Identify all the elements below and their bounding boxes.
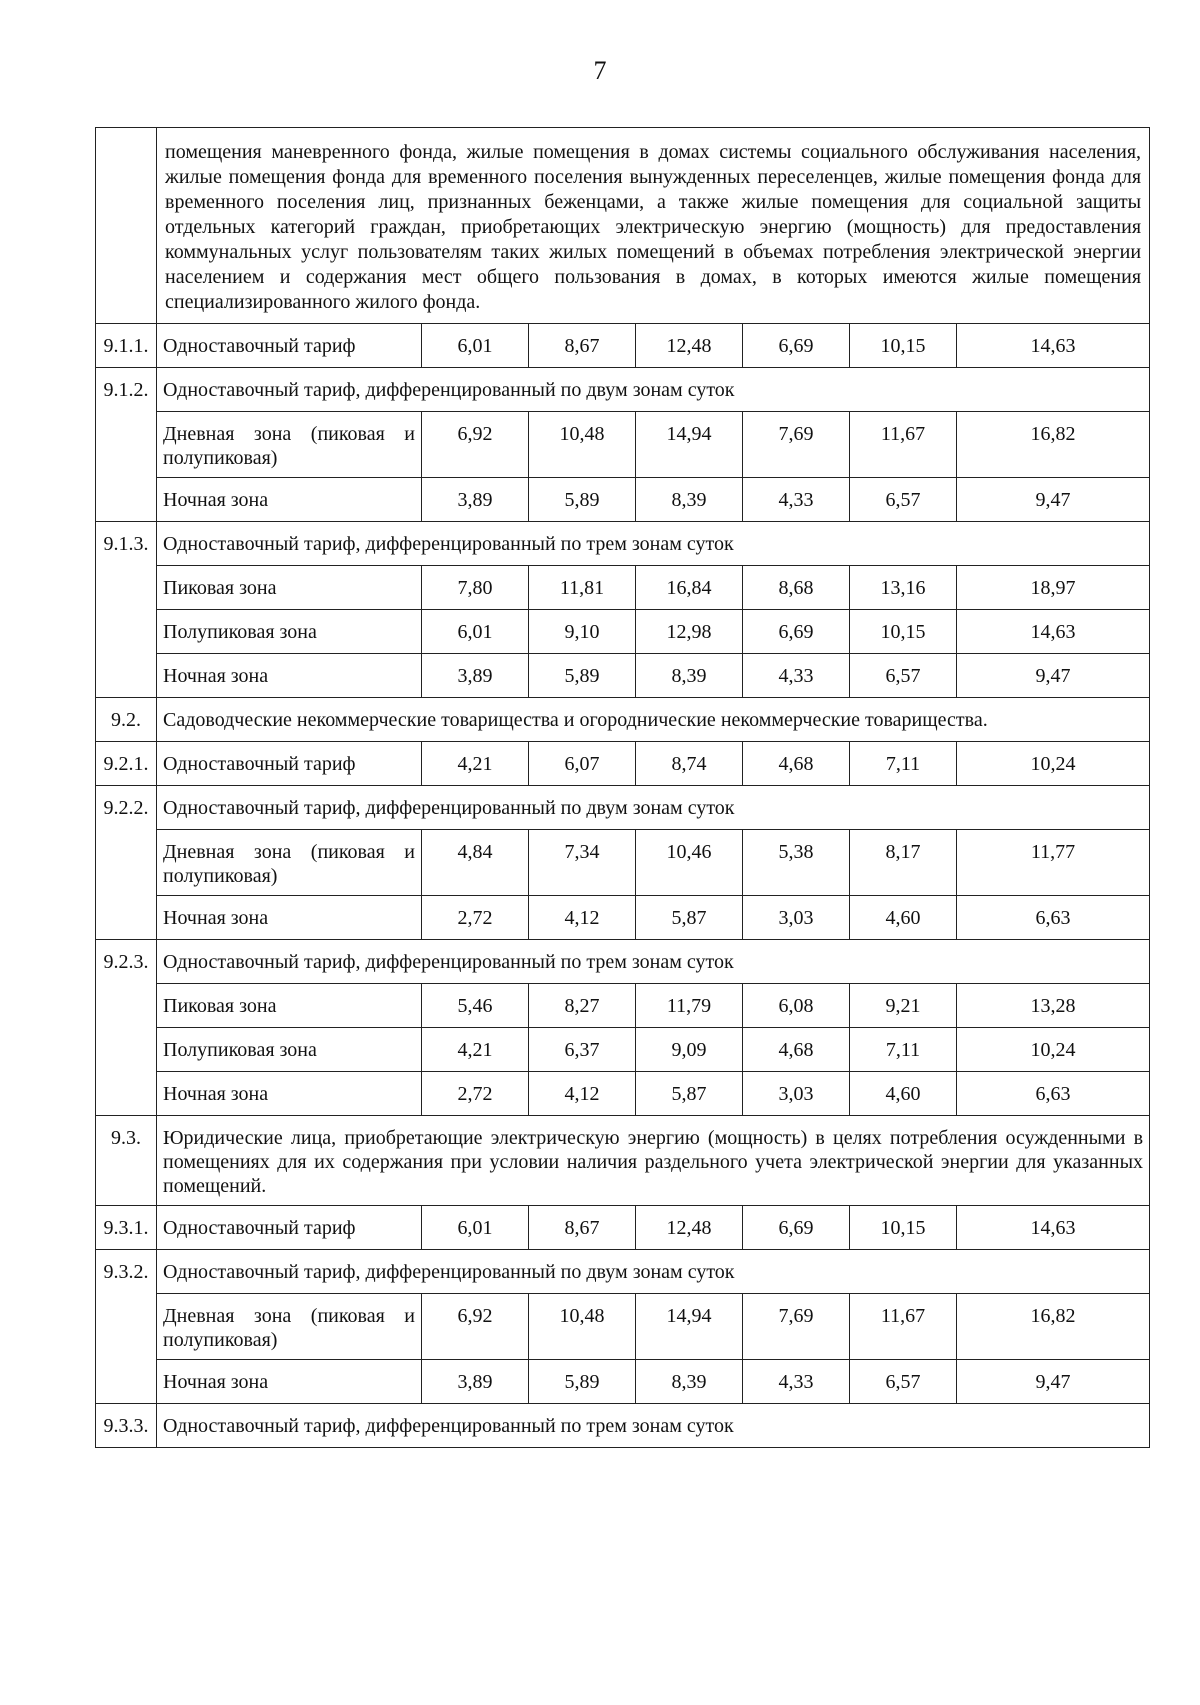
tariff-value: 9,10 (529, 610, 636, 654)
intro-row (96, 128, 1150, 324)
row-number: 9.1.3. (96, 522, 157, 698)
tariff-value: 3,89 (422, 478, 529, 522)
tariff-value: 13,16 (850, 566, 957, 610)
tariff-value: 8,39 (636, 478, 743, 522)
tariff-value: 7,69 (743, 412, 850, 478)
tariff-value: 16,84 (636, 566, 743, 610)
row-label: Пиковая зона (157, 566, 422, 610)
tariff-value: 4,33 (743, 478, 850, 522)
tariff-value: 14,94 (636, 412, 743, 478)
tariff-value: 6,92 (422, 412, 529, 478)
row-number: 9.1.1. (96, 324, 157, 368)
table-row (96, 566, 1150, 610)
tariff-value: 10,15 (850, 324, 957, 368)
tariff-value: 11,67 (850, 1294, 957, 1360)
row-label: Дневная зона (пиковая и полупиковая) (157, 1294, 422, 1360)
tariff-value: 14,63 (957, 324, 1150, 368)
section-label: Одноставочный тариф, дифференцированный по трем зонам суток (157, 522, 1150, 566)
intro-text: помещения маневренного фонда, жилые помещения в домах системы социального обслуживания населения, жилые помещения фонда для временного поселения вынужденных переселенцев, жилые помещения фонда для временного поселения лиц, признанных беженцами, а также жилые помещения для социальной защиты отдельных категорий граждан, приобретающих электрическую энергию (мощность) для предоставления коммунальных услуг пользователям таких жилых помещений в объемах потребления электрической энергии населением и содержания мест общего пользования в домах, в которых имеются жилые помещения специализированного жилого фонда. (157, 128, 1150, 324)
tariff-value: 10,15 (850, 610, 957, 654)
row-number: 9.3.3. (96, 1404, 157, 1448)
table-row (96, 940, 1150, 984)
table-row (96, 830, 1150, 896)
table-row (96, 984, 1150, 1028)
row-label: Дневная зона (пиковая и полупиковая) (157, 830, 422, 896)
tariff-value: 6,01 (422, 610, 529, 654)
tariff-value: 3,03 (743, 1072, 850, 1116)
tariff-value: 10,46 (636, 830, 743, 896)
table-row (96, 478, 1150, 522)
tariff-value: 5,46 (422, 984, 529, 1028)
tariff-value: 6,07 (529, 742, 636, 786)
tariff-value: 4,68 (743, 742, 850, 786)
tariff-value: 5,89 (529, 478, 636, 522)
table-row (96, 654, 1150, 698)
row-label: Ночная зона (157, 478, 422, 522)
tariff-value: 14,94 (636, 1294, 743, 1360)
table-row (96, 412, 1150, 478)
section-label: Юридические лица, приобретающие электрическую энергию (мощность) в целях потребления осужденными в помещениях для их содержания при условии наличия раздельного учета электрической энергии для указанных помещений. (157, 1116, 1150, 1206)
tariff-value: 11,77 (957, 830, 1150, 896)
row-number: 9.3.2. (96, 1250, 157, 1404)
tariff-value: 4,33 (743, 654, 850, 698)
section-label: Одноставочный тариф, дифференцированный по двум зонам суток (157, 368, 1150, 412)
table-row (96, 896, 1150, 940)
tariff-value: 9,21 (850, 984, 957, 1028)
tariff-value: 7,34 (529, 830, 636, 896)
tariff-value: 5,87 (636, 896, 743, 940)
row-label: Ночная зона (157, 896, 422, 940)
tariff-value: 16,82 (957, 1294, 1150, 1360)
tariff-value: 6,63 (957, 896, 1150, 940)
tariff-value: 8,17 (850, 830, 957, 896)
tariff-value: 11,79 (636, 984, 743, 1028)
table-row (96, 1294, 1150, 1360)
row-number: 9.3.1. (96, 1206, 157, 1250)
tariff-value: 8,39 (636, 1360, 743, 1404)
row-number: 9.1.2. (96, 368, 157, 522)
tariff-value: 3,89 (422, 654, 529, 698)
tariff-value: 5,38 (743, 830, 850, 896)
tariff-value: 4,60 (850, 1072, 957, 1116)
tariff-value: 6,01 (422, 324, 529, 368)
tariff-value: 7,11 (850, 742, 957, 786)
table-row (96, 368, 1150, 412)
tariff-value: 14,63 (957, 610, 1150, 654)
tariff-value: 14,63 (957, 1206, 1150, 1250)
row-number: 9.2.2. (96, 786, 157, 940)
tariff-value: 4,21 (422, 742, 529, 786)
row-label: Ночная зона (157, 654, 422, 698)
tariff-value: 8,67 (529, 1206, 636, 1250)
tariff-value: 9,47 (957, 1360, 1150, 1404)
tariff-value: 8,74 (636, 742, 743, 786)
tariff-value: 2,72 (422, 1072, 529, 1116)
tariff-value: 12,48 (636, 324, 743, 368)
tariff-value: 4,68 (743, 1028, 850, 1072)
section-label: Одноставочный тариф, дифференцированный по трем зонам суток (157, 1404, 1150, 1448)
row-label: Одноставочный тариф (157, 742, 422, 786)
tariff-value: 6,08 (743, 984, 850, 1028)
tariff-value: 11,67 (850, 412, 957, 478)
table-row (96, 1250, 1150, 1294)
tariff-value: 10,48 (529, 1294, 636, 1360)
tariff-value: 6,69 (743, 324, 850, 368)
tariff-value: 4,60 (850, 896, 957, 940)
tariff-value: 5,89 (529, 654, 636, 698)
table-row (96, 1028, 1150, 1072)
tariff-value: 4,12 (529, 896, 636, 940)
tariff-value: 4,33 (743, 1360, 850, 1404)
tariff-value: 6,57 (850, 478, 957, 522)
row-label: Одноставочный тариф (157, 1206, 422, 1250)
row-label: Пиковая зона (157, 984, 422, 1028)
tariff-value: 4,21 (422, 1028, 529, 1072)
tariff-value: 6,57 (850, 1360, 957, 1404)
row-label: Ночная зона (157, 1072, 422, 1116)
tariff-value: 7,11 (850, 1028, 957, 1072)
row-number: 9.2.3. (96, 940, 157, 1116)
tariff-value: 3,89 (422, 1360, 529, 1404)
tariff-value: 12,98 (636, 610, 743, 654)
table-row (96, 1206, 1150, 1250)
tariff-value: 4,84 (422, 830, 529, 896)
section-label: Одноставочный тариф, дифференцированный по трем зонам суток (157, 940, 1150, 984)
tariff-value: 6,57 (850, 654, 957, 698)
row-label: Полупиковая зона (157, 610, 422, 654)
tariff-value: 8,68 (743, 566, 850, 610)
tariff-value: 9,47 (957, 478, 1150, 522)
tariff-value: 8,39 (636, 654, 743, 698)
section-label: Одноставочный тариф, дифференцированный по двум зонам суток (157, 786, 1150, 830)
page-number: 7 (593, 56, 607, 85)
table-row (96, 1116, 1150, 1206)
tariff-value: 10,24 (957, 742, 1150, 786)
tariff-value: 8,67 (529, 324, 636, 368)
tariff-value: 6,92 (422, 1294, 529, 1360)
tariff-value: 6,01 (422, 1206, 529, 1250)
table-row (96, 742, 1150, 786)
table-row (96, 786, 1150, 830)
tariff-value: 7,80 (422, 566, 529, 610)
tariff-value: 6,69 (743, 1206, 850, 1250)
tariff-value: 16,82 (957, 412, 1150, 478)
section-label: Садоводческие некоммерческие товарищества и огороднические некоммерческие товарищества. (157, 698, 1150, 742)
tariff-value: 11,81 (529, 566, 636, 610)
tariff-value: 6,63 (957, 1072, 1150, 1116)
tariff-value: 13,28 (957, 984, 1150, 1028)
tariff-value: 10,24 (957, 1028, 1150, 1072)
row-label: Одноставочный тариф (157, 324, 422, 368)
row-label: Дневная зона (пиковая и полупиковая) (157, 412, 422, 478)
table-row (96, 1404, 1150, 1448)
table-row (96, 522, 1150, 566)
row-number: 9.2. (96, 698, 157, 742)
tariff-value: 12,48 (636, 1206, 743, 1250)
tariff-value: 9,47 (957, 654, 1150, 698)
tariff-table (95, 127, 1150, 1448)
table-row (96, 1360, 1150, 1404)
table-row (96, 324, 1150, 368)
tariff-value: 3,03 (743, 896, 850, 940)
tariff-value: 7,69 (743, 1294, 850, 1360)
tariff-value: 18,97 (957, 566, 1150, 610)
tariff-value: 8,27 (529, 984, 636, 1028)
tariff-value: 2,72 (422, 896, 529, 940)
row-number: 9.2.1. (96, 742, 157, 786)
tariff-value: 9,09 (636, 1028, 743, 1072)
row-number: 9.3. (96, 1116, 157, 1206)
row-number (96, 128, 157, 324)
tariff-value: 5,89 (529, 1360, 636, 1404)
table-row (96, 610, 1150, 654)
section-label: Одноставочный тариф, дифференцированный по двум зонам суток (157, 1250, 1150, 1294)
tariff-value: 5,87 (636, 1072, 743, 1116)
tariff-value: 6,69 (743, 610, 850, 654)
row-label: Полупиковая зона (157, 1028, 422, 1072)
tariff-value: 10,15 (850, 1206, 957, 1250)
tariff-value: 10,48 (529, 412, 636, 478)
tariff-value: 4,12 (529, 1072, 636, 1116)
tariff-value: 6,37 (529, 1028, 636, 1072)
row-label: Ночная зона (157, 1360, 422, 1404)
table-row (96, 698, 1150, 742)
table-row (96, 1072, 1150, 1116)
